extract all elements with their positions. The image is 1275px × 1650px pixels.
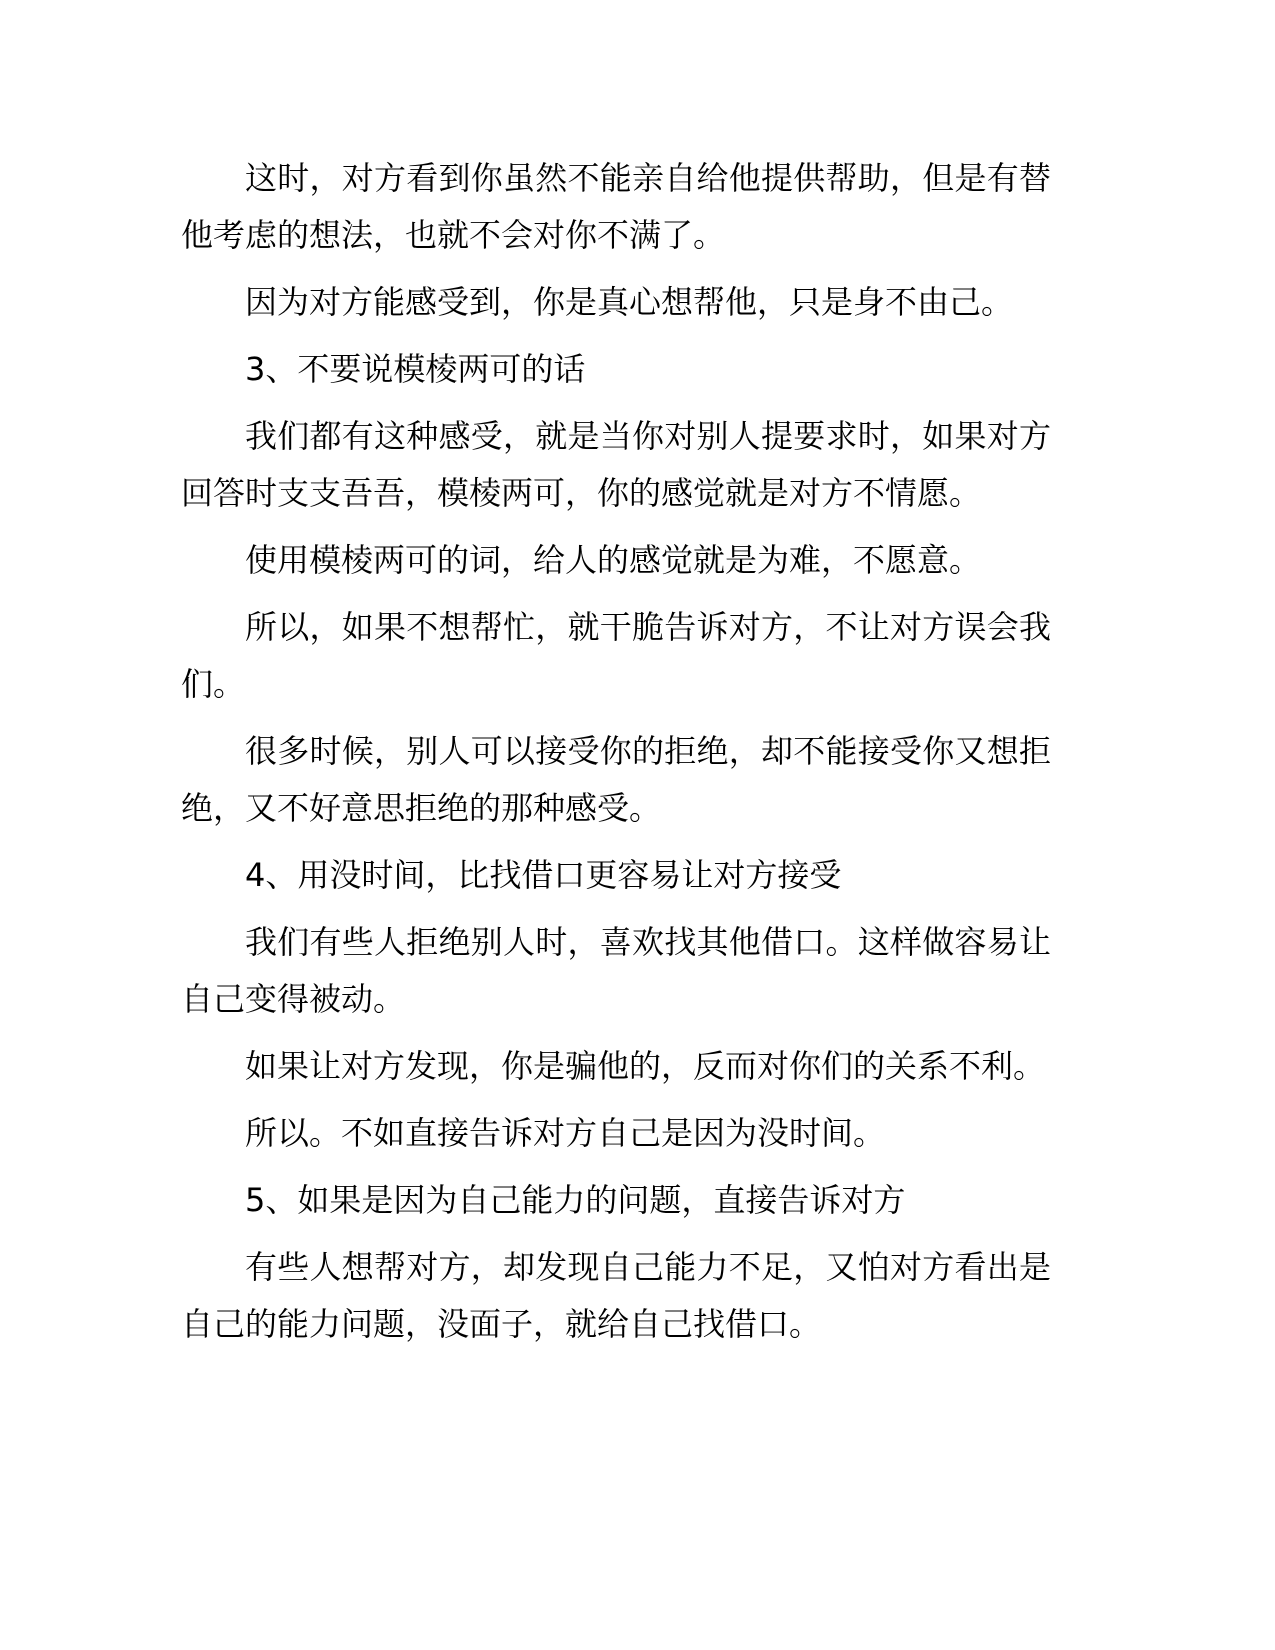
paragraph: 这时，对方看到你虽然不能亲自给他提供帮助，但是有替他考虑的想法，也就不会对你不满了。: [181, 159, 1051, 254]
paragraph: 所以，如果不想帮忙，就干脆告诉对方，不让对方误会我们。: [181, 608, 1051, 703]
paragraph: 很多时候，别人可以接受你的拒绝，却不能接受你又想拒绝，又不好意思拒绝的那种感受。: [181, 732, 1051, 827]
paragraph: 如果让对方发现，你是骗他的，反而对你们的关系不利。: [245, 1047, 1046, 1085]
paragraph: 我们都有这种感受，就是当你对别人提要求时，如果对方回答时支支吾吾，模棱两可，你的感觉就是对方不情愿。: [181, 417, 1051, 512]
paragraph: 我们有些人拒绝别人时，喜欢找其他借口。这样做容易让自己变得被动。: [181, 923, 1051, 1018]
section-heading: 4、用没时间，比找借口更容易让对方接受: [245, 856, 842, 894]
section-heading: 3、不要说模棱两可的话: [245, 350, 586, 388]
document-body: [181, 150, 1051, 1363]
paragraph: 所以。不如直接告诉对方自己是因为没时间。: [245, 1114, 886, 1152]
paragraph: 有些人想帮对方，却发现自己能力不足，又怕对方看出是自己的能力问题，没面子，就给自己找借口。: [181, 1248, 1051, 1343]
section-heading: 5、如果是因为自己能力的问题，直接告诉对方: [245, 1181, 906, 1219]
paragraph: 因为对方能感受到，你是真心想帮他，只是身不由己。: [245, 283, 1014, 321]
paragraph: 使用模棱两可的词，给人的感觉就是为难，不愿意。: [245, 541, 982, 579]
